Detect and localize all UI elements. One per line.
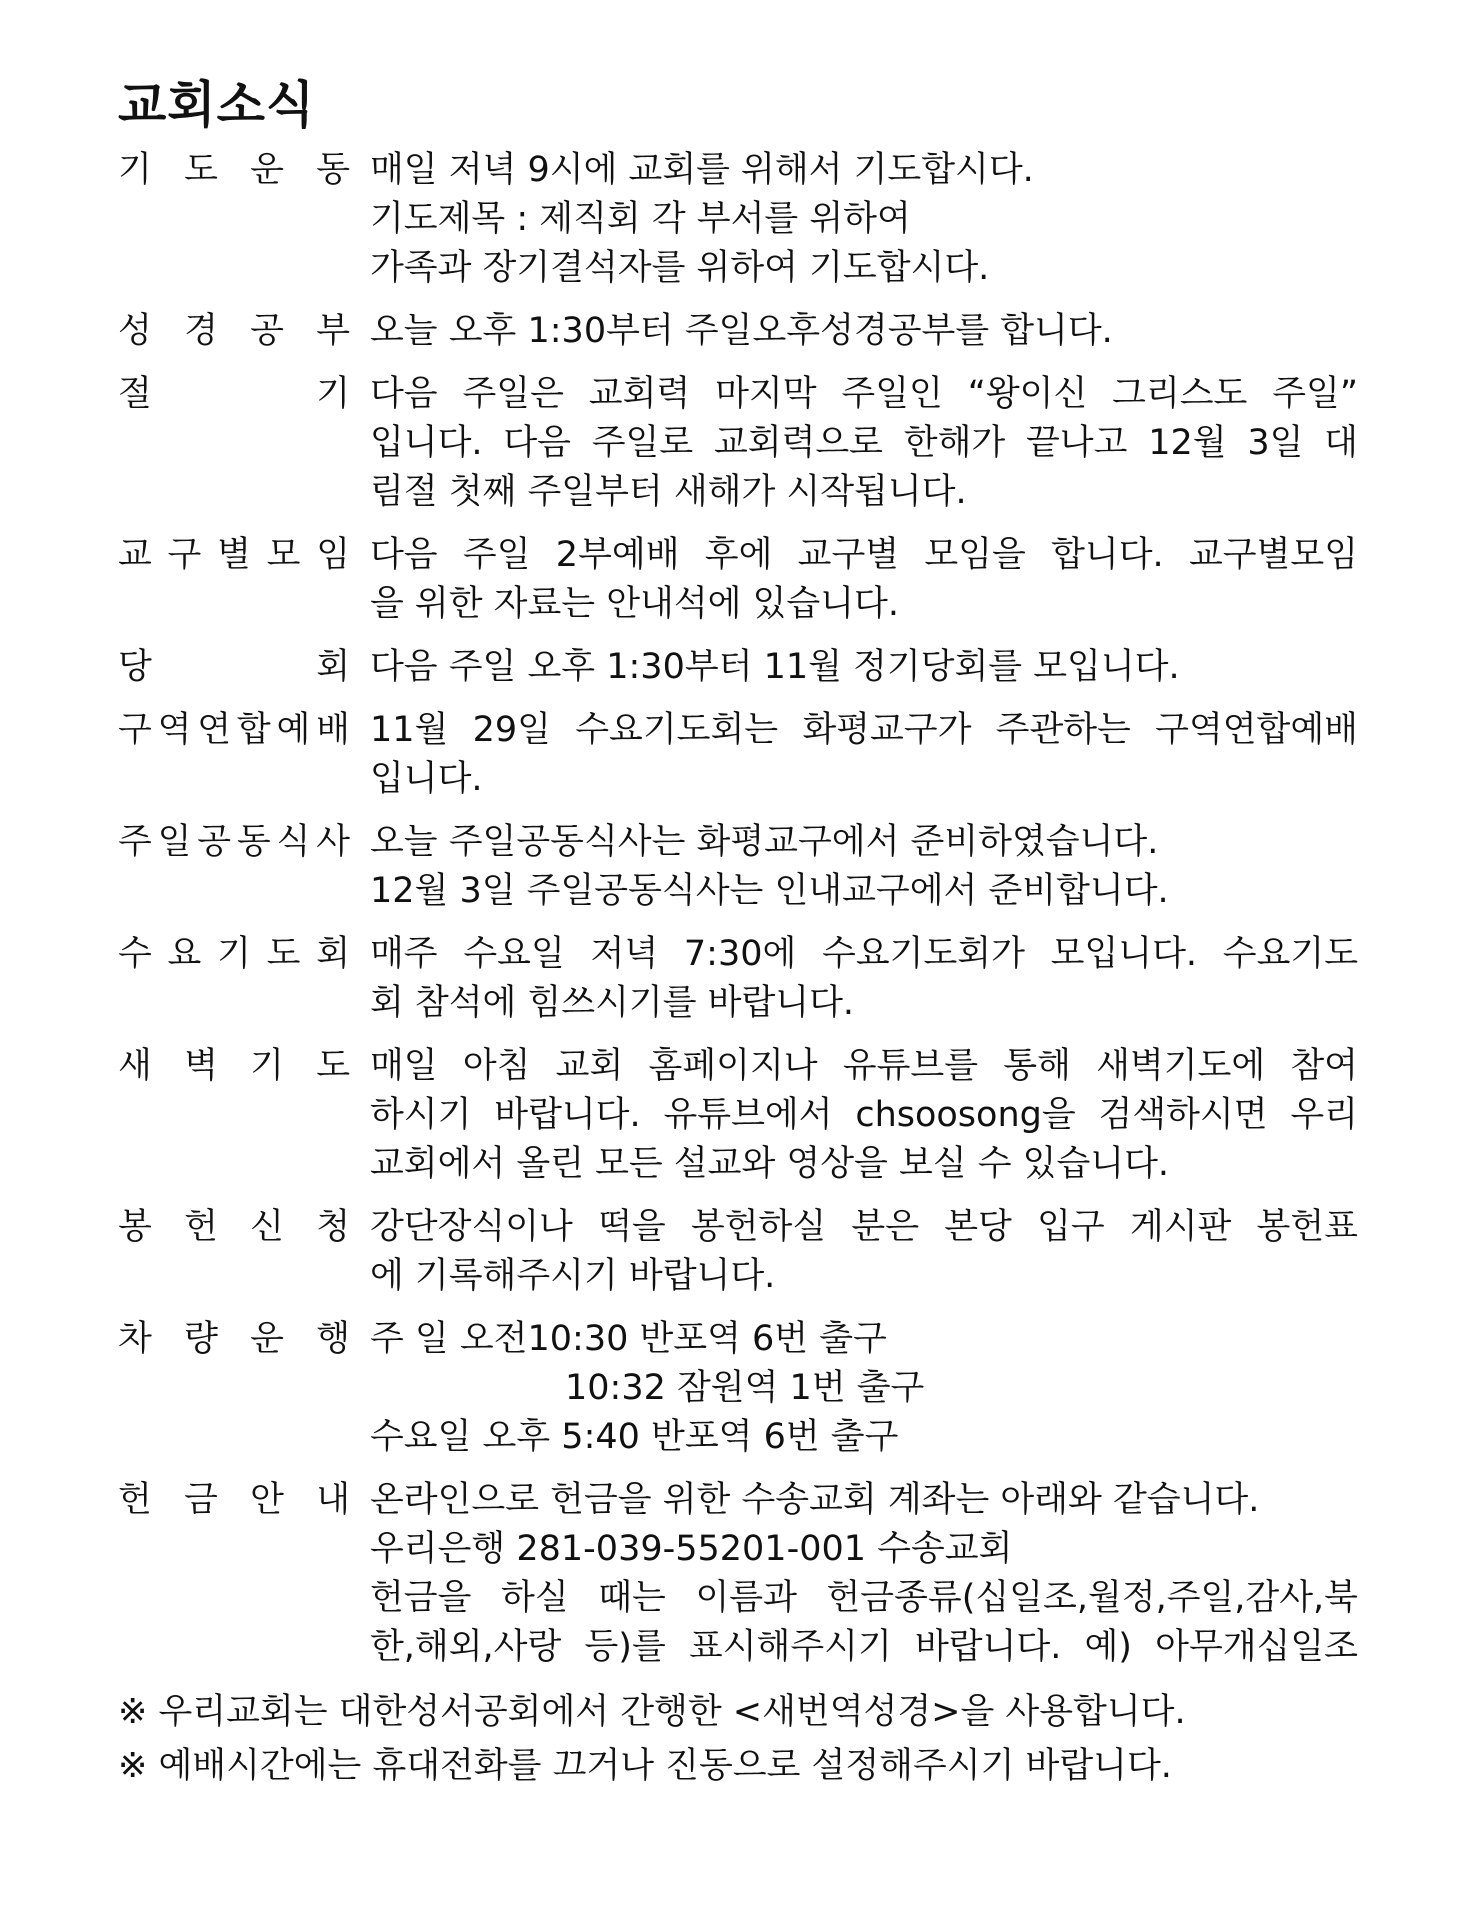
label-char: 량	[184, 1319, 218, 1359]
news-item-line: 11월 29일 수요기도회는 화평교구가 주관하는 구역연합예배	[370, 710, 1358, 750]
label-char: 당	[118, 647, 152, 687]
label-char: 부	[316, 311, 350, 351]
news-item	[118, 531, 1358, 629]
news-item-body	[350, 370, 1358, 517]
label-char: 배	[316, 710, 350, 750]
label-char: 성	[118, 311, 152, 351]
news-list	[118, 146, 1358, 1672]
news-item-line: 에 기록해주시기 바랍니다.	[370, 1256, 776, 1296]
news-item-line: 기도제목 : 제직회 각 부서를 위하여	[370, 199, 911, 239]
label-char: 절	[118, 374, 152, 414]
label-char: 구	[118, 710, 152, 750]
news-item-line: 수요일 오후 5:40 반포역 6번 출구	[370, 1417, 899, 1457]
news-item-line: 가족과 장기결석자를 위하여 기도합시다.	[370, 248, 990, 288]
label-char: 연	[197, 710, 232, 750]
news-item-line: 주 일 오전10:30 반포역 6번 출구	[370, 1319, 887, 1359]
news-item-line: 다음 주일 오후 1:30부터 11월 정기당회를 모입니다.	[370, 647, 1180, 687]
label-char: 식	[276, 822, 311, 862]
news-item	[118, 370, 1358, 517]
label-char: 역	[157, 710, 192, 750]
label-char: 합	[236, 710, 271, 750]
news-item	[118, 930, 1358, 1028]
news-item-label	[118, 307, 350, 356]
label-char: 동	[316, 150, 350, 190]
label-char: 신	[250, 1207, 284, 1247]
news-item	[118, 706, 1358, 804]
news-item-body	[350, 818, 1358, 916]
news-item-body	[350, 1315, 1358, 1462]
news-item-label	[118, 1203, 350, 1252]
label-char: 동	[236, 822, 271, 862]
news-item-line: 오늘 주일공동식사는 화평교구에서 준비하였습니다.	[370, 822, 1159, 862]
news-item-body	[350, 1476, 1358, 1672]
news-item-label	[118, 643, 350, 692]
news-item	[118, 643, 1358, 692]
label-char: 임	[316, 535, 350, 575]
church-news-page	[118, 70, 1358, 1794]
news-item-line: 매주 수요일 저녁 7:30에 수요기도회가 모입니다. 수요기도	[370, 934, 1358, 974]
news-item	[118, 818, 1358, 916]
news-item-line: 교회에서 올린 모든 설교와 영상을 보실 수 있습니다.	[370, 1144, 1170, 1184]
label-char: 모	[266, 535, 301, 575]
label-char: 봉	[118, 1207, 152, 1247]
label-char: 도	[316, 1046, 350, 1086]
news-item	[118, 1476, 1358, 1672]
news-item-body	[350, 146, 1358, 293]
news-item-line: 12월 3일 주일공동식사는 인내교구에서 준비합니다.	[370, 871, 1169, 911]
label-char: 기	[250, 1046, 284, 1086]
news-item-label	[118, 818, 350, 867]
news-item-label	[118, 370, 350, 419]
news-item	[118, 146, 1358, 293]
news-item	[118, 307, 1358, 356]
news-item-line: 10:32 잠원역 1번 출구	[565, 1368, 925, 1408]
news-item-label	[118, 1042, 350, 1091]
label-char: 금	[184, 1480, 218, 1520]
label-char: 도	[184, 150, 218, 190]
news-item-line: 우리은행 281-039-55201-001 수송교회	[370, 1529, 1013, 1569]
news-item-body	[350, 307, 1358, 356]
news-item-body	[350, 1042, 1358, 1189]
news-item-line: 입니다. 다음 주일로 교회력으로 한해가 끝나고 12월 3일 대	[370, 423, 1358, 463]
page-title: 교회소식	[118, 76, 316, 134]
label-char: 기	[316, 374, 350, 414]
label-char: 차	[118, 1319, 152, 1359]
label-char: 경	[184, 311, 218, 351]
news-item-line: 회 참석에 힘쓰시기를 바랍니다.	[370, 983, 855, 1023]
notes-section	[118, 1686, 1358, 1792]
label-char: 운	[250, 150, 284, 190]
news-item-label	[118, 146, 350, 195]
label-char: 수	[118, 934, 152, 974]
news-item-line: 매일 저녁 9시에 교회를 위해서 기도합시다.	[370, 150, 1034, 190]
label-char: 기	[118, 150, 152, 190]
news-item-line: 오늘 오후 1:30부터 주일오후성경공부를 합니다.	[370, 311, 1113, 351]
label-char: 구	[167, 535, 202, 575]
label-char: 예	[276, 710, 311, 750]
news-item-body	[350, 930, 1358, 1028]
news-item-line: 한,해외,사랑 등)를 표시해주시기 바랍니다. 예) 아무개십일조	[370, 1627, 1358, 1667]
news-item-line: 다음 주일 2부예배 후에 교구별 모임을 합니다. 교구별모임	[370, 535, 1358, 575]
news-item-line: 강단장식이나 떡을 봉헌하실 분은 본당 입구 게시판 봉헌표	[370, 1207, 1358, 1247]
label-char: 별	[217, 535, 251, 575]
news-item-line: 다음 주일은 교회력 마지막 주일인 “왕이신 그리스도 주일”	[370, 374, 1358, 414]
news-item	[118, 1042, 1358, 1189]
news-item-line: 온라인으로 헌금을 위한 수송교회 계좌는 아래와 같습니다.	[370, 1480, 1260, 1520]
label-char: 회	[316, 934, 350, 974]
news-item-line: 을 위한 자료는 안내석에 있습니다.	[370, 584, 899, 624]
news-item-body	[350, 531, 1358, 629]
news-item-body	[350, 643, 1358, 692]
news-item-label	[118, 1315, 350, 1364]
label-char: 도	[266, 934, 301, 974]
label-char: 안	[250, 1480, 284, 1520]
news-item	[118, 1315, 1358, 1462]
label-char: 공	[197, 822, 232, 862]
label-char: 교	[118, 535, 152, 575]
label-char: 운	[250, 1319, 284, 1359]
label-char: 헌	[184, 1207, 218, 1247]
news-item-line: 림절 첫째 주일부터 새해가 시작됩니다.	[370, 472, 967, 512]
news-item-line: 헌금을 하실 때는 이름과 헌금종류(십일조,월정,주일,감사,북	[370, 1578, 1358, 1618]
label-char: 헌	[118, 1480, 152, 1520]
label-char: 행	[316, 1319, 350, 1359]
footnote: ※ 예배시간에는 휴대전화를 끄거나 진동으로 설정해주시기 바랍니다.	[118, 1746, 1172, 1786]
news-item-label	[118, 930, 350, 979]
label-char: 벽	[184, 1046, 218, 1086]
news-item-line: 입니다.	[370, 759, 483, 799]
news-item-line: 매일 아침 교회 홈페이지나 유튜브를 통해 새벽기도에 참여	[370, 1046, 1358, 1086]
label-char: 내	[316, 1480, 350, 1520]
label-char: 사	[316, 822, 350, 862]
news-item	[118, 1203, 1358, 1301]
news-item-label	[118, 531, 350, 580]
news-item-body	[350, 706, 1358, 804]
label-char: 청	[316, 1207, 350, 1247]
label-char: 일	[157, 822, 192, 862]
news-item-label	[118, 706, 350, 755]
label-char: 기	[217, 934, 251, 974]
news-item-body	[350, 1203, 1358, 1301]
news-item-label	[118, 1476, 350, 1525]
label-char: 공	[250, 311, 284, 351]
label-char: 회	[316, 647, 350, 687]
footnote: ※ 우리교회는 대한성서공회에서 간행한 <새번역성경>을 사용합니다.	[118, 1692, 1186, 1732]
label-char: 요	[167, 934, 202, 974]
news-item-line: 하시기 바랍니다. 유튜브에서 chsoosong을 검색하시면 우리	[370, 1095, 1358, 1135]
label-char: 새	[118, 1046, 152, 1086]
label-char: 주	[118, 822, 152, 862]
